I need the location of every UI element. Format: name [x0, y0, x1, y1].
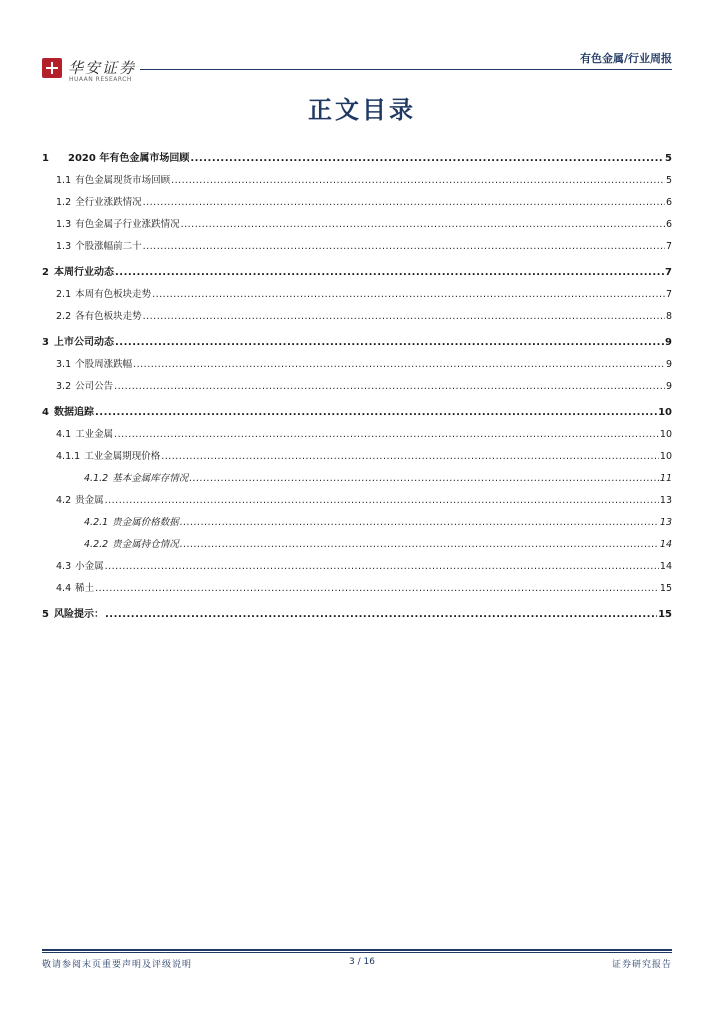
- toc-entry-page: 15: [659, 583, 672, 594]
- toc-entry-title: 本周有色板块走势: [75, 289, 152, 300]
- toc-entry-page: 9: [665, 359, 672, 370]
- toc-entry-number: 3: [42, 337, 49, 348]
- toc-entry-title: 基本金属库存情况: [112, 473, 189, 484]
- toc-entry-title: 小金属: [75, 561, 104, 572]
- toc-entry-title: 全行业涨跌情况: [75, 197, 142, 208]
- toc-entry-page: 6: [665, 197, 672, 208]
- toc-entry[interactable]: [42, 192, 672, 214]
- toc-entry-number: 1.3: [56, 219, 72, 230]
- toc-entry[interactable]: [42, 148, 672, 170]
- toc-entry-title: 本周行业动态: [54, 267, 114, 278]
- brand-name-en: HUAAN RESEARCH: [69, 76, 132, 83]
- toc-dot-leader: [152, 284, 665, 306]
- toc-dot-leader: [180, 534, 659, 556]
- toc-entry-number: 2.1: [56, 289, 72, 300]
- toc-dot-leader: [114, 376, 665, 398]
- toc-entry-title: 公司公告: [75, 381, 114, 392]
- toc-entry[interactable]: [42, 306, 672, 328]
- toc-dot-leader: [95, 578, 659, 600]
- toc-dot-leader: [180, 512, 659, 534]
- toc-entry-title: 个股周涨跌幅: [75, 359, 133, 370]
- toc-dot-leader: [190, 148, 664, 170]
- toc-entry-number: 1: [42, 153, 49, 164]
- toc-entry[interactable]: [42, 402, 672, 424]
- toc-entry-page: 7: [665, 289, 672, 300]
- header-divider: [140, 69, 672, 70]
- toc-entry-number: 2.2: [56, 311, 72, 322]
- toc-entry-page: 10: [659, 429, 672, 440]
- toc-entry[interactable]: [42, 376, 672, 398]
- toc-entry-number: 1.2: [56, 197, 72, 208]
- toc-entry-number: 2: [42, 267, 49, 278]
- toc-entry-number: 4.2: [56, 495, 72, 506]
- toc-entry-title: 有色金属现货市场回顾: [75, 175, 171, 186]
- toc-entry-page: 7: [665, 241, 672, 252]
- toc-entry[interactable]: [42, 170, 672, 192]
- toc-dot-leader: [161, 446, 659, 468]
- toc-entry-page: 10: [659, 451, 672, 462]
- toc-entry-number: 1.3: [56, 241, 72, 252]
- toc-entry[interactable]: [42, 424, 672, 446]
- page-number: 3 / 16: [349, 957, 375, 967]
- toc-entry-title: 贵金属: [75, 495, 104, 506]
- toc-entry-number: 4.1.1: [56, 451, 81, 462]
- toc-dot-leader: [181, 214, 665, 236]
- toc-entry-number: 4.4: [56, 583, 72, 594]
- toc-entry-page: 15: [658, 609, 672, 620]
- toc-entry[interactable]: [42, 604, 672, 626]
- toc-entry[interactable]: [42, 446, 672, 468]
- toc-entry-title: 工业金属: [75, 429, 114, 440]
- toc-entry[interactable]: [42, 284, 672, 306]
- toc-dot-leader: [133, 354, 665, 376]
- toc-entry-page: 9: [665, 381, 672, 392]
- toc-entry-title: 个股涨幅前二十: [75, 241, 142, 252]
- toc-entry[interactable]: [42, 578, 672, 600]
- toc-entry-number: 4.3: [56, 561, 72, 572]
- toc-entry-page: 11: [659, 473, 672, 484]
- toc-entry-title: 2020 年有色金属市场回顾: [68, 153, 190, 164]
- toc-entry-page: 14: [659, 539, 672, 550]
- toc-dot-leader: [143, 192, 665, 214]
- toc-entry-title: 上市公司动态: [54, 337, 114, 348]
- toc-entry-number: 4: [42, 407, 49, 418]
- toc-entry-page: 5: [665, 175, 672, 186]
- toc-dot-leader: [95, 402, 657, 424]
- toc-dot-leader: [171, 170, 665, 192]
- toc-entry-number: 4.1.2: [84, 473, 109, 484]
- toc-entry-number: 3.2: [56, 381, 72, 392]
- toc-entry-page: 13: [659, 517, 672, 528]
- toc-entry[interactable]: [42, 512, 672, 534]
- toc-entry[interactable]: [42, 468, 672, 490]
- footer-divider: [42, 949, 672, 951]
- toc-dot-leader: [105, 490, 659, 512]
- toc-entry-number: 4.2.1: [84, 517, 109, 528]
- brand-name: 华安证券: [68, 59, 137, 77]
- toc-entry-title: 稀土: [75, 583, 95, 594]
- table-of-contents: [42, 148, 672, 626]
- toc-entry-page: 9: [665, 337, 672, 348]
- toc-dot-leader: [105, 556, 659, 578]
- toc-entry[interactable]: [42, 236, 672, 258]
- toc-entry-number: 5: [42, 609, 49, 620]
- toc-entry[interactable]: [42, 490, 672, 512]
- toc-entry-title: 工业金属期现价格: [84, 451, 161, 462]
- toc-entry-number: 3.1: [56, 359, 72, 370]
- toc-dot-leader: [114, 424, 659, 446]
- toc-entry-page: 6: [665, 219, 672, 230]
- toc-entry[interactable]: [42, 214, 672, 236]
- toc-entry-page: 10: [658, 407, 672, 418]
- footer-divider-thin: [42, 952, 672, 953]
- toc-entry-title: 有色金属子行业涨跌情况: [75, 219, 180, 230]
- toc-entry[interactable]: [42, 262, 672, 284]
- toc-dot-leader: [105, 604, 657, 626]
- report-label: 证券研究报告: [611, 960, 672, 970]
- toc-dot-leader: [189, 468, 659, 490]
- toc-entry[interactable]: [42, 534, 672, 556]
- toc-entry-title: 贵金属价格数据: [112, 517, 179, 528]
- toc-dot-leader: [143, 236, 665, 258]
- toc-entry-page: 13: [659, 495, 672, 506]
- disclaimer-note: 敬请参阅末页重要声明及评级说明: [42, 960, 193, 970]
- company-logo: [42, 58, 62, 78]
- toc-entry-title: 风险提示：: [54, 609, 104, 620]
- toc-entry[interactable]: [42, 556, 672, 578]
- toc-entry-number: 4.1: [56, 429, 72, 440]
- toc-entry-page: 5: [665, 153, 672, 164]
- toc-dot-leader: [143, 306, 665, 328]
- toc-entry[interactable]: [42, 354, 672, 376]
- toc-entry-number: 1.1: [56, 175, 72, 186]
- toc-entry-number: 4.2.2: [84, 539, 109, 550]
- toc-entry-title: 数据追踪: [54, 407, 94, 418]
- toc-entry[interactable]: [42, 332, 672, 354]
- toc-entry-page: 8: [665, 311, 672, 322]
- page-title: 正文目录: [308, 95, 416, 124]
- toc-entry-page: 14: [659, 561, 672, 572]
- toc-entry-page: 7: [665, 267, 672, 278]
- toc-entry-title: 贵金属持仓情况: [112, 539, 179, 550]
- toc-dot-leader: [115, 332, 664, 354]
- toc-dot-leader: [115, 262, 664, 284]
- report-type: 有色金属/行业周报: [579, 52, 672, 65]
- toc-entry-title: 各有色板块走势: [75, 311, 142, 322]
